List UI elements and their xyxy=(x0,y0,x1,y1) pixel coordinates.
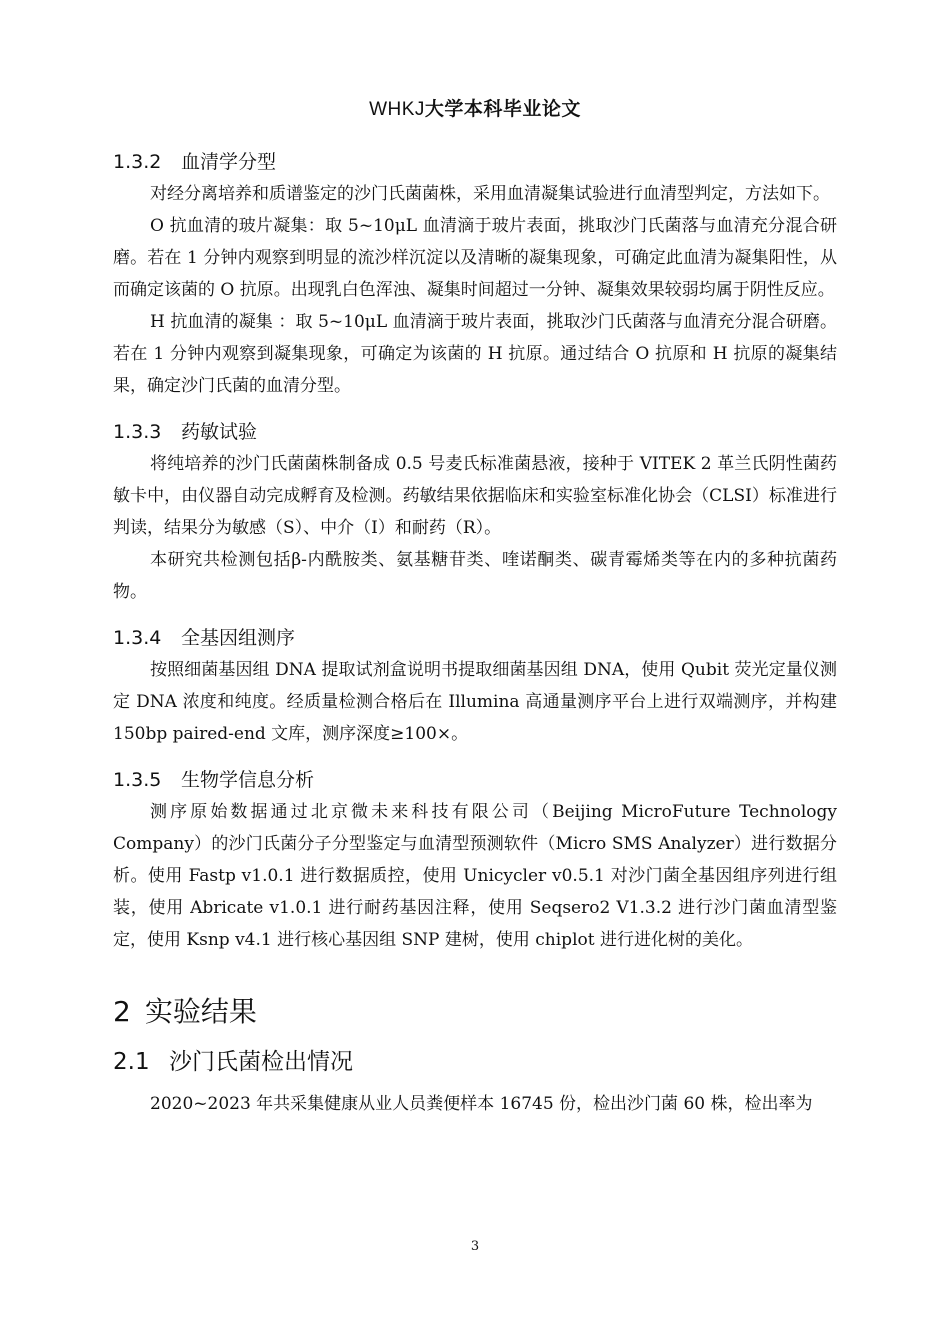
section-number: 1.3.4 xyxy=(113,627,162,649)
paragraph: 对经分离培养和质谱鉴定的沙门氏菌菌株，采用血清凝集试验进行血清型判定，方法如下。 xyxy=(150,184,830,204)
paragraph: 2020~2023 年共采集健康从业人员粪便样本 16745 份，检出沙门菌 60 株，检出率为 xyxy=(150,1094,813,1114)
section-number: 1.3.3 xyxy=(113,421,162,443)
section-heading-2-1 xyxy=(113,1042,837,1082)
header-title-latin: WHKJ xyxy=(369,99,425,120)
page-number: 3 xyxy=(470,1239,480,1254)
section-title: 药敏试验 xyxy=(181,421,258,443)
header-title-cjk: 大学本科毕业论文 xyxy=(424,98,581,120)
section-title: 沙门氏菌检出情况 xyxy=(169,1049,353,1075)
paragraph: 本研究共检测包括β-内酰胺类、氨基糖苷类、喹诺酮类、碳青霉烯类等在内的多种抗菌药物。 xyxy=(113,550,837,602)
section-number: 2.1 xyxy=(113,1049,150,1075)
section-heading-1-3-2 xyxy=(113,146,837,178)
chapter-number: 2 xyxy=(113,995,131,1028)
running-header xyxy=(0,95,950,124)
chapter-heading-2 xyxy=(113,990,837,1034)
section-title: 全基因组测序 xyxy=(181,627,296,649)
paragraph: 测序原始数据通过北京微未来科技有限公司（Beijing MicroFuture Technology Company）的沙门氏菌分子分型鉴定与血清型预测软件（Micro SMS Analyzer）进行数据分析。使用 Fastp v1.0.1 进行数据质控，使用 Unicycler v0.5.1 对沙门菌全基因组序列进行组装，使用 Abricate v1.0.1 进行耐药基因注释，使用 Seqsero2 V1.3.2 进行沙门菌血清型鉴定，使用 Ksnp v4.1 进行核心基因组 SNP 建树，使用 chiplot 进行进化树的美化。 xyxy=(113,802,837,950)
section-heading-1-3-5 xyxy=(113,764,837,796)
section-heading-1-3-3 xyxy=(113,416,837,448)
section-heading-1-3-4 xyxy=(113,622,837,654)
paragraph: H 抗血清的凝集 ：取 5~10μL 血清滴于玻片表面，挑取沙门氏菌落与血清充分混合研磨。若在 1 分钟内观察到凝集现象，可确定为该菌的 H 抗原。通过结合 O 抗原和 H 抗原的凝集结果，确定沙门氏菌的血清分型。 xyxy=(113,312,837,396)
page-body xyxy=(113,146,837,1120)
paragraph: 将纯培养的沙门氏菌菌株制备成 0.5 号麦氏标准菌悬液，接种于 VITEK 2 革兰氏阴性菌药敏卡中，由仪器自动完成孵育及检测。药敏结果依据临床和实验室标准化协会（CLSI）标准进行判读，结果分为敏感（S）、中介（I）和耐药（R）。 xyxy=(113,454,837,538)
paragraph: O 抗血清的玻片凝集：取 5~10μL 血清滴于玻片表面，挑取沙门氏菌落与血清充分混合研磨。若在 1 分钟内观察到明显的流沙样沉淀以及清晰的凝集现象，可确定此血清为凝集阳性，从而确定该菌的 O 抗原。出现乳白色浑浊、凝集时间超过一分钟、凝集效果较弱均属于阴性反应。 xyxy=(113,216,837,300)
section-number: 1.3.5 xyxy=(113,769,162,791)
section-title: 生物学信息分析 xyxy=(181,769,315,791)
paragraph: 按照细菌基因组 DNA 提取试剂盒说明书提取细菌基因组 DNA，使用 Qubit 荧光定量仪测定 DNA 浓度和纯度。经质量检测合格后在 Illumina 高通量测序平台上进行双端测序，并构建 150bp paired-end 文库，测序深度≥100×。 xyxy=(113,660,837,744)
chapter-title: 实验结果 xyxy=(144,995,257,1028)
section-title: 血清学分型 xyxy=(181,151,277,173)
section-number: 1.3.2 xyxy=(113,151,162,173)
